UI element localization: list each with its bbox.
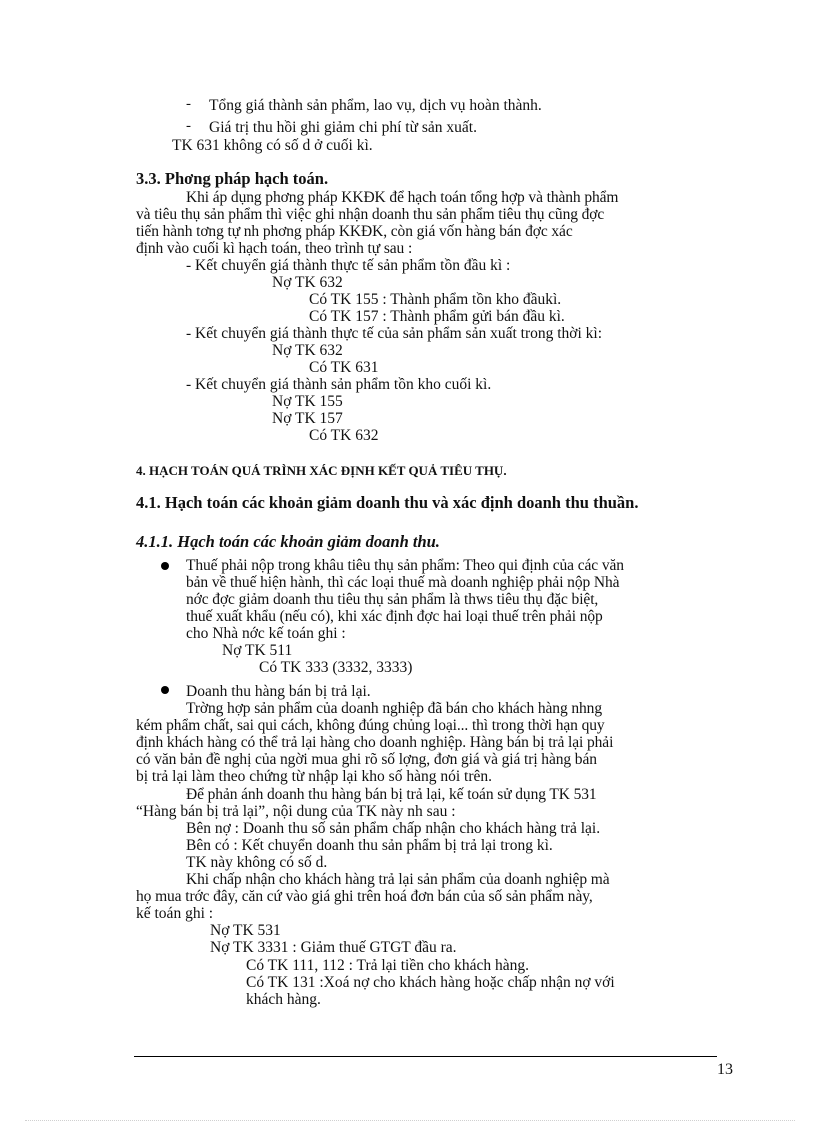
list-item: Giá trị thu hồi ghi giảm chi phí từ sản xuất.: [209, 119, 477, 136]
paragraph-line: định vào cuối kì hạch toán, theo trình tự sau :: [136, 240, 413, 257]
journal-entry: Có TK 155 : Thành phẩm tồn kho đầukì.: [309, 291, 562, 308]
journal-entry: Nợ TK 511: [222, 642, 293, 659]
paragraph-line: “Hàng bán bị trả lại”, nội dung của TK này nh sau :: [136, 803, 456, 820]
bullet-text-line: thuế xuất khẩu (nếu có), khi xác định đợc hai loại thuế trên phải nộp: [186, 608, 603, 625]
journal-entry: khách hàng.: [246, 991, 321, 1008]
journal-entry: Có TK 111, 112 : Trả lại tiền cho khách hàng.: [246, 957, 529, 974]
journal-entry: Nợ TK 3331 : Giảm thuế GTGT đầu ra.: [210, 939, 457, 956]
paragraph-line: TK này không có số d.: [186, 854, 328, 871]
paragraph-line: và tiêu thụ sản phẩm thì việc ghi nhận doanh thu sản phẩm tiêu thụ cũng đợc: [136, 206, 605, 223]
paragraph-line: Bên nợ : Doanh thu số sản phẩm chấp nhận cho khách hàng trả lại.: [186, 820, 601, 837]
paragraph-line: định khách hàng có thể trả lại hàng cho doanh nghiệp. Hàng bán bị trả lại phải: [136, 734, 614, 751]
footer-rule: [134, 1056, 717, 1057]
journal-entry: Có TK 632: [309, 427, 379, 444]
journal-entry: Có TK 333 (3332, 3333): [259, 659, 413, 676]
paragraph-line: có văn bản đề nghị của ngời mua ghi rõ số lợng, đơn giá và giá trị hàng bán: [136, 751, 597, 768]
chapter-heading: 4. HẠCH TOÁN QUÁ TRÌNH XÁC ĐỊNH KẾT QUẢ TIÊU THỤ.: [136, 463, 507, 478]
paragraph-line: Để phản ánh doanh thu hàng bán bị trả lại, kế toán sử dụng TK 531: [186, 786, 597, 803]
page-number: 13: [717, 1061, 733, 1078]
bullet-text-line: Thuế phải nộp trong khâu tiêu thụ sản phẩm: Theo qui định của các văn: [186, 557, 624, 574]
list-dash: -: [186, 96, 191, 112]
page-edge-dots: [25, 1120, 795, 1121]
paragraph-line: - Kết chuyển giá thành sản phẩm tồn kho cuối kì.: [186, 376, 492, 393]
journal-entry: Có TK 631: [309, 359, 379, 376]
text-line: TK 631 không có số d ở cuối kì.: [172, 137, 373, 154]
list-dash: -: [186, 118, 191, 134]
journal-entry: Nợ TK 157: [272, 410, 343, 427]
paragraph-line: Trờng hợp sản phẩm của doanh nghiệp đã bán cho khách hàng nhng: [186, 700, 602, 717]
list-item: Tổng giá thành sản phẩm, lao vụ, dịch vụ hoàn thành.: [209, 97, 542, 114]
bullet-text-line: cho Nhà nớc kế toán ghi :: [186, 625, 346, 642]
paragraph-line: Khi chấp nhận cho khách hàng trả lại sản phẩm của doanh nghiệp mà: [186, 871, 610, 888]
bullet-text-line: bản về thuế hiện hành, thì các loại thuế mà doanh nghiệp phải nộp Nhà: [186, 574, 620, 591]
journal-entry: Nợ TK 155: [272, 393, 343, 410]
journal-entry: Có TK 157 : Thành phẩm gửi bán đầu kì.: [309, 308, 565, 325]
journal-entry: Nợ TK 632: [272, 274, 343, 291]
bullet-text-line: nớc đợc giảm doanh thu tiêu thụ sản phẩm là thws tiêu thụ đặc biệt,: [186, 591, 599, 608]
section-heading: 4.1. Hạch toán các khoản giảm doanh thu và xác định doanh thu thuần.: [136, 493, 639, 512]
bullet-icon: [161, 562, 169, 570]
subsection-heading: 4.1.1. Hạch toán các khoản giảm doanh thu.: [136, 532, 440, 551]
journal-entry: Nợ TK 531: [210, 922, 281, 939]
paragraph-line: tiến hành tơng tự nh phơng pháp KKĐK, còn giá vốn hàng bán đợc xác: [136, 223, 573, 240]
bullet-icon: [161, 686, 169, 694]
paragraph-line: Bên có : Kết chuyển doanh thu sản phẩm bị trả lại trong kì.: [186, 837, 553, 854]
bullet-text-line: Doanh thu hàng bán bị trả lại.: [186, 683, 371, 700]
paragraph-line: kế toán ghi :: [136, 905, 214, 922]
paragraph-line: họ mua trớc đây, căn cứ vào giá ghi trên hoá đơn bán của số sản phẩm này,: [136, 888, 593, 905]
paragraph-line: - Kết chuyển giá thành thực tế sản phẩm tồn đầu kì :: [186, 257, 511, 274]
paragraph-line: bị trả lại làm theo chứng từ nhập lại kho số hàng nói trên.: [136, 768, 493, 785]
journal-entry: Có TK 131 :Xoá nợ cho khách hàng hoặc chấp nhận nợ với: [246, 974, 615, 991]
paragraph-line: - Kết chuyển giá thành thực tế của sản phẩm sản xuất trong thời kì:: [186, 325, 603, 342]
section-heading: 3.3. Phơng pháp hạch toán.: [136, 169, 329, 188]
paragraph-line: Khi áp dụng phơng pháp KKĐK để hạch toán tổng hợp và thành phẩm: [186, 189, 619, 206]
journal-entry: Nợ TK 632: [272, 342, 343, 359]
paragraph-line: kém phẩm chất, sai qui cách, không đúng chủng loại... thì trong thời hạn quy: [136, 717, 605, 734]
